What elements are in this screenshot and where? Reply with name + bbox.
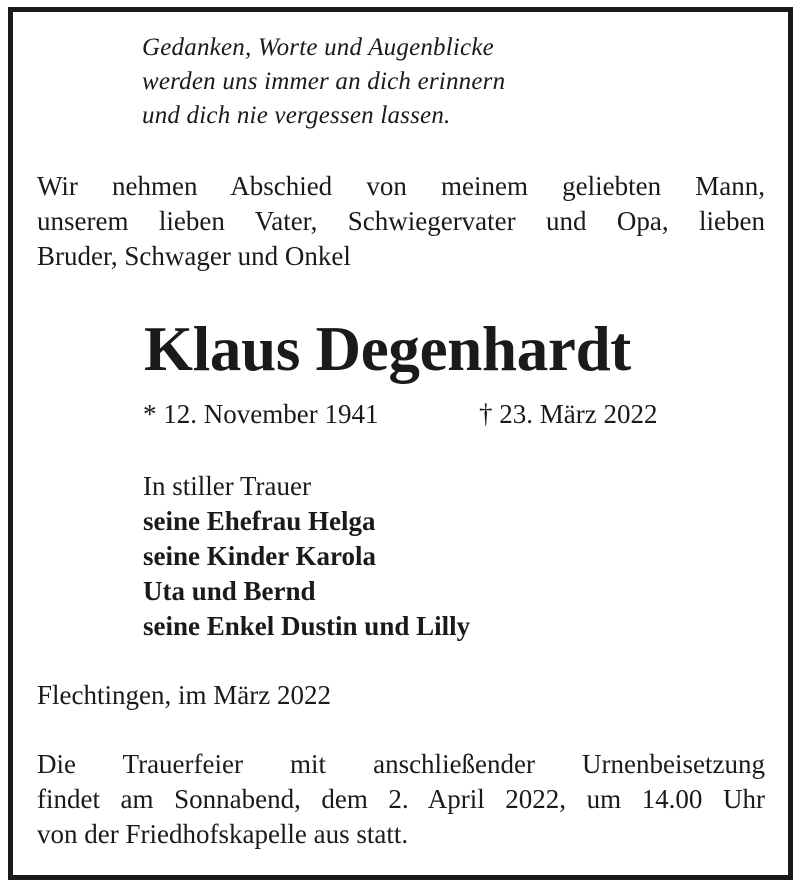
service-line: von der Friedhofskapelle aus statt.	[37, 819, 409, 849]
mourner-entry: seine Enkel Dustin und Lilly	[143, 611, 471, 641]
farewell-text	[37, 169, 765, 274]
poem-line: werden uns immer an dich erinnern	[142, 68, 506, 95]
memorial-poem	[142, 31, 505, 133]
mourner-entry: seine Ehefrau Helga	[143, 506, 376, 536]
service-line: Die Trauerfeier mit anschließender Urnenbeisetzung	[37, 749, 765, 779]
place-and-date: Flechtingen, im März 2022	[37, 680, 331, 710]
mourners-heading: In stiller Trauer	[143, 471, 311, 501]
mourners-list	[143, 469, 470, 644]
birth-date: * 12. November 1941	[143, 399, 379, 429]
mourner-entry: seine Kinder Karola	[143, 541, 377, 571]
service-line: findet am Sonnabend, dem 2. April 2022, um 14.00 Uhr	[37, 784, 765, 814]
farewell-line: Bruder, Schwager und Onkel	[37, 241, 351, 271]
death-date: † 23. März 2022	[479, 399, 658, 429]
deceased-name: Klaus Degenhardt	[144, 314, 631, 384]
funeral-service-info	[37, 747, 765, 852]
mourner-entry: Uta und Bernd	[143, 576, 316, 606]
poem-line: und dich nie vergessen lassen.	[142, 102, 451, 129]
poem-line: Gedanken, Worte und Augenblicke	[142, 34, 494, 61]
farewell-line: Wir nehmen Abschied von meinem geliebten Mann,	[37, 171, 765, 201]
farewell-line: unserem lieben Vater, Schwiegervater und Opa, lieben	[37, 206, 765, 236]
